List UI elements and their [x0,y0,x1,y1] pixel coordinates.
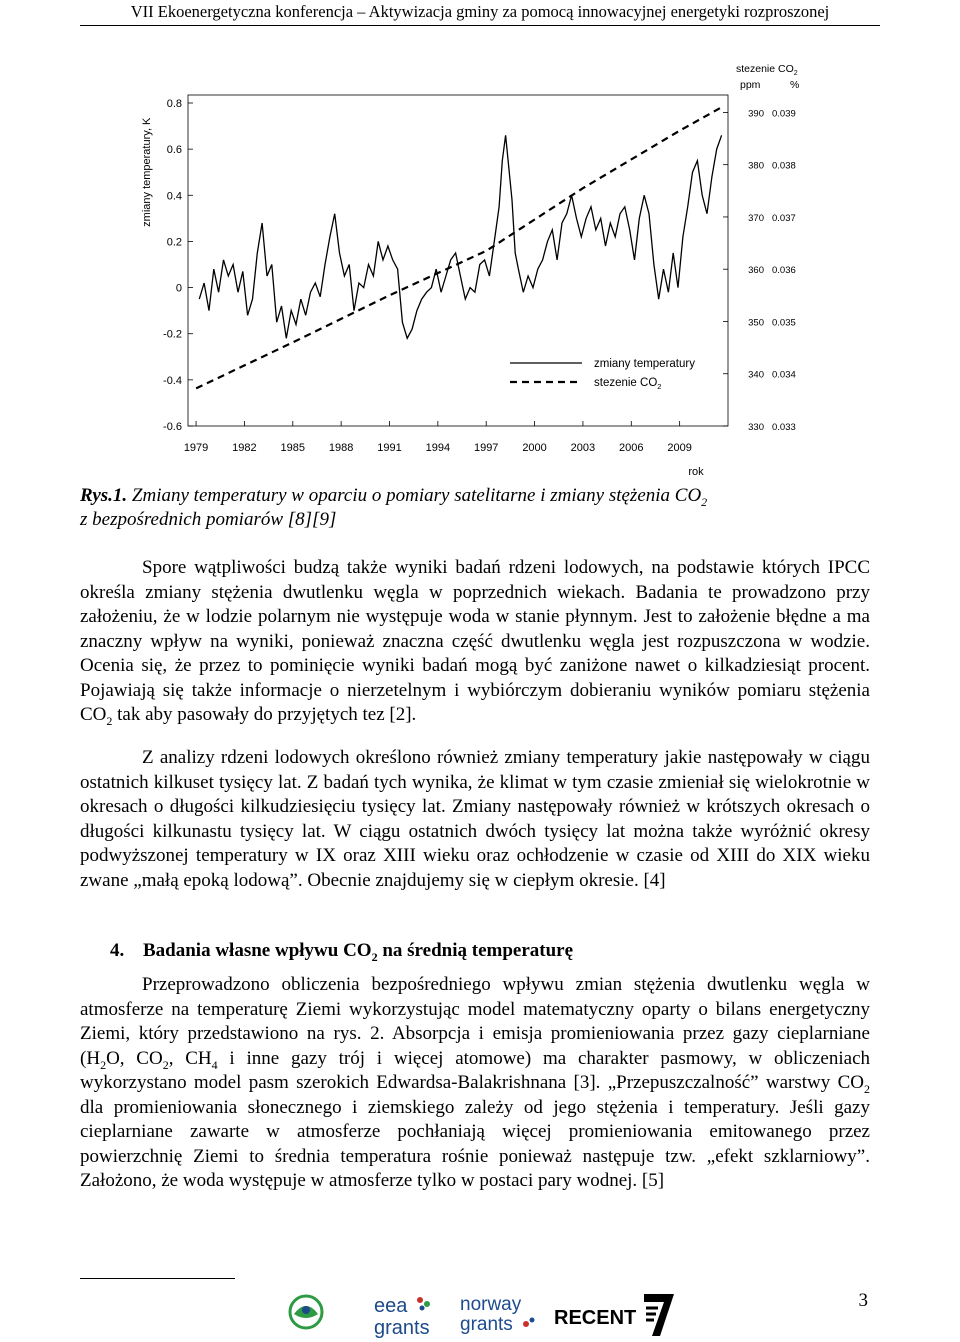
right-tick-ppm: 380 [748,160,764,172]
page-header [0,0,960,27]
right-axis-title-sub: 2 [793,70,798,77]
wfosigw-logo [258,1294,354,1342]
x-tick-label: 2006 [619,442,644,454]
svg-text:grants: grants [374,1317,430,1339]
eea-grants-logo [372,1290,442,1342]
heading-text-2: na średnią temperaturę [377,940,574,961]
right-tick-pct: 0.039 [772,108,796,120]
right-tick-pct: 0.035 [772,317,796,329]
left-tick-label: 0.8 [166,98,182,110]
x-tick-label: 1991 [377,442,402,454]
right-tick-ppm: 390 [748,108,764,120]
norway-grants-logo [458,1290,538,1342]
right-tick-ppm: 350 [748,317,764,329]
left-tick-label: -0.4 [163,374,182,387]
caption-sub: 2 [701,494,708,509]
svg-text:eea: eea [374,1295,408,1317]
paragraph-2: Z analizy rdzeni lodowych określono również zmiany temperatury jakie następowały w ciągu ostatnich kilkuset tysięcy lat. Z badań tych wynika, że klimat w tym czasie zmieniał się wielokrotnie w okresach o długości kilkudziesięciu tysięcy lat. Zmiany następowały również w krótszych okresach o długości kilkunastu tysięcy lat. W ciągu ostatnich dwóch tysięcy lat można także wyróżnić okresy podwyższonej temperatury w IX oraz XIII wieku oraz ochłodzenie w czasie od XIII do XIX wieku zwane „małą epoką lodową”. Obecnie znajdujemy się w ciepłym okresie. [4] [80,747,870,891]
x-tick-label: 1997 [473,442,499,454]
legend-label-co2: stezenie $CO_2$ [594,377,662,391]
heading-number: 4. [110,940,125,961]
caption-label: Rys.1. [80,485,128,506]
x-tick-label: 1982 [232,442,257,454]
caption-line2: z bezpośrednich pomiarów [8][9] [80,509,337,530]
left-tick-label: -0.2 [163,328,182,341]
recent-logo [552,1302,637,1332]
chart-series [196,108,722,388]
p3-text-c: , CH [168,1047,212,1069]
chart-legend [502,351,722,397]
p3-sub-2: 2 [162,1057,169,1072]
left-tick-label: 0 [175,282,182,295]
right-axis-title: stezenie $CO_2$ [736,63,798,77]
footer-rule [80,1278,235,1279]
p3-text-b: O, CO [106,1047,163,1069]
caption-text: Zmiany temperatury w oparciu o pomiary satelitarne i zmiany stężenia CO [127,485,702,506]
right-axis-unit-ppm: ppm [740,79,761,91]
right-tick-pct: 0.036 [772,265,796,277]
legend-label-temperature: zmiany temperatury [594,358,695,370]
x-tick-label: 2000 [522,442,547,454]
heading-text: Badania własne wpływu CO [143,940,372,961]
co2-series-line [196,108,720,388]
p1-text-a: Spore wątpliwości budzą także wyniki badań rdzeni lodowych, na podstawie których IPCC określa zmiany stężenia dwutlenku węgla w poprzednich wiekach. Badania te prowadzono przy założeniu, że w lodzie polarnym nie występuje woda w stanie płynnym. Jest to założenie błędne a ma znaczny wpływ na wyniki, ponieważ znaczna część dwutlenku węgla jest rozpuszczona w wodzie. Ocenia się, że przez to pominięcie wyniki badań mogą być zaniżone nawet o kilkadziesiąt procent. Pojawiają się także informacje o nierzetelnym i wybiórczym dobieraniu wyników pomiaru stężenia CO [80,557,870,725]
right-tick-pct: 0.034 [772,369,796,381]
right-tick-pct: 0.033 [772,422,796,433]
header-title: VII Ekoenergetyczna konferencja – Aktywizacja gminy za pomocą innowacyjnej energetyki rozproszonej [130,2,830,21]
fp7-logo [640,1290,678,1340]
p1-text-b: tak aby pasowały do przyjętych tez [2]. [112,704,417,725]
svg-text:grants: grants [460,1314,513,1335]
paragraph-1 [80,556,870,728]
x-tick-label: 2003 [570,442,596,454]
svg-text:RECENT: RECENT [554,1307,637,1329]
p3-text-d: i inne gazy trój i więcej atomowe) ma charakter pasmowy, w obliczeniach wykorzystano model pasm szerokich Edwardsa-Balakrishnana [3]. „Przepuszczalność” warstwy CO [80,1047,871,1093]
heading-sub: 2 [371,949,378,964]
x-tick-label: 2009 [667,442,692,454]
section-heading [110,940,573,962]
footer-logos [0,1290,960,1342]
temperature-co2-chart [0,55,960,480]
right-tick-ppm: 340 [748,369,764,381]
right-tick-pct: 0.038 [772,160,796,172]
right-tick-ppm: 330 [748,422,764,433]
p3-text-e: dla promieniowania słonecznego i ziemskiego zależy od jego stężenia i temperatury. Jeśli gazy cieplarniane zawarte w atmosferze pochłaniają więcej promieniowania emitowanego przez powierzchnię Ziemi to średnia temperatura rośnie ponieważ następuje tzw. „efekt szklarniowy”. Założono, że woda występuje w atmosferze tylko w postaci pary wodnej. [5] [80,1096,870,1191]
x-axis-label: rok [688,466,704,478]
left-tick-label: -0.6 [163,421,182,433]
p3-sub-1: 2 [100,1057,107,1072]
p1-sub: 2 [106,713,113,728]
left-tick-label: 0.4 [166,190,182,203]
svg-text:norway: norway [460,1294,522,1315]
page-number: 3 [858,1290,868,1311]
right-axis-unit-pct: % [790,79,800,91]
x-tick-label: 1988 [328,442,354,454]
x-tick-label: 1979 [183,442,209,454]
right-tick-ppm: 360 [748,265,764,277]
y-axis-label: zmiany temperatury, K [141,117,153,227]
paragraph-3 [80,973,870,1194]
left-tick-label: 0.6 [166,144,182,157]
p3-text-a: Przeprowadzono obliczenia bezpośredniego wpływu zmian stężenia dwutlenku węgla w atmosferze na temperaturę Ziemi wykorzystując model matematyczny oparty o bilans energetyczny Ziemi, który przedstawiono na rys. 2. Absorpcja i emisja promieniowania przez gazy cieplarniane (H [80,974,870,1069]
x-tick-label: 1985 [280,442,306,454]
p3-sub-3: 4 [211,1057,218,1072]
p3-sub-4: 2 [864,1081,870,1096]
x-tick-label: 1994 [425,442,451,454]
legend-label-co2-sub: 2 [657,382,662,391]
right-tick-ppm: 370 [748,212,764,224]
header-rule [80,25,880,26]
left-tick-label: 0.2 [166,236,182,249]
temperature-series-line [199,135,721,338]
right-tick-pct: 0.037 [772,212,796,224]
figure-caption [80,484,880,532]
chart-labels [141,63,799,478]
